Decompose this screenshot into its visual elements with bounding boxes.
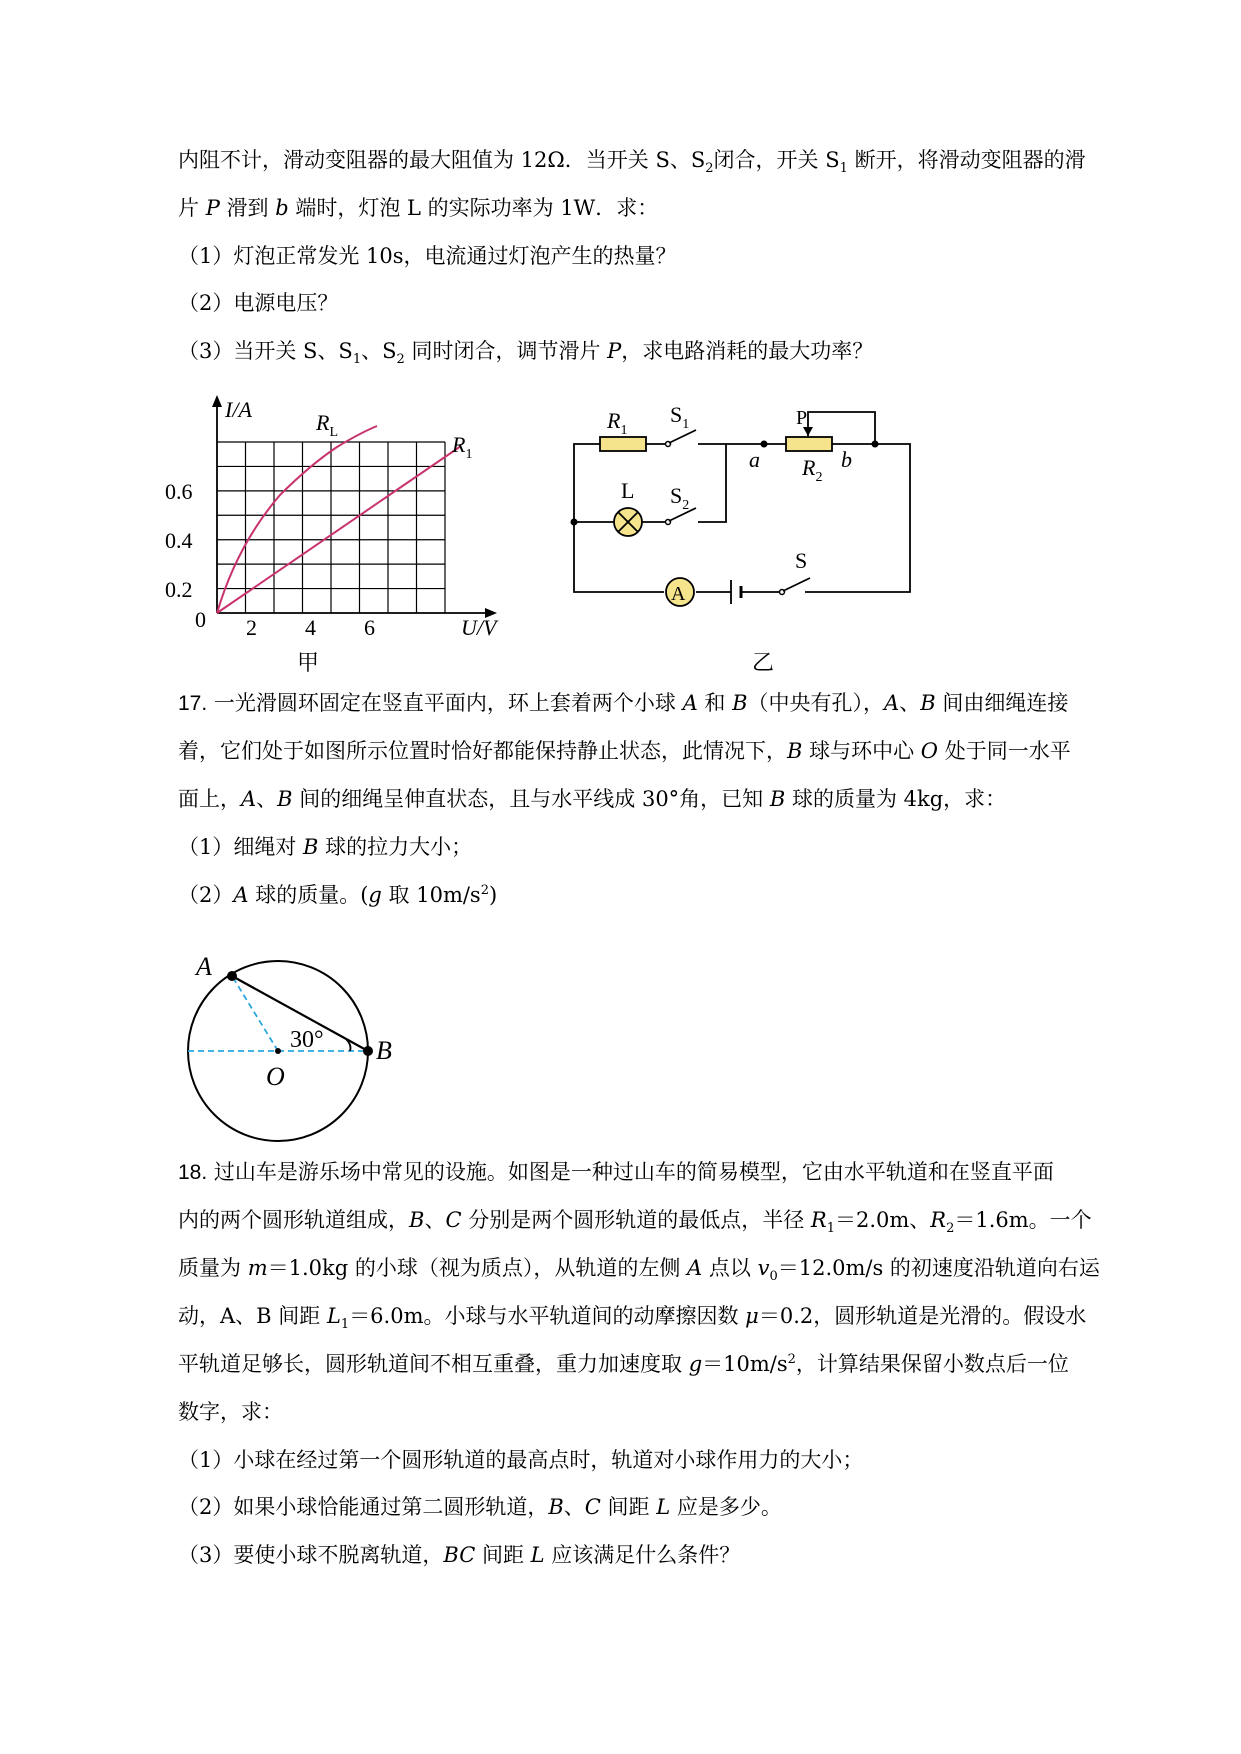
- q18-line-3-part-7: 0: [769, 1269, 778, 1285]
- q18-line-9-part-1: （3）要使小球不脱离轨道，: [178, 1543, 444, 1567]
- q17-line-4-part-3: 球的拉力大小；: [318, 835, 473, 859]
- x-axis-label: U/V: [461, 615, 497, 640]
- q17-line-5-part-7: ): [489, 883, 498, 907]
- q16-line-3-part-1: （1）灯泡正常发光 10s，电流通过灯泡产生的热量？: [178, 244, 677, 268]
- q18-line-2-part-1: 内的两个圆形轨道组成，: [178, 1208, 409, 1232]
- q18-line-7-part-1: （1）小球在经过第一个圆形轨道的最高点时，轨道对小球作用力的大小；: [178, 1448, 864, 1472]
- q18-line-5-part-1: 平轨道足够长，圆形轨道间不相互重叠，重力加速度取: [178, 1352, 689, 1376]
- q17-line-5-part-5: 取 10m/s: [381, 883, 481, 907]
- q16-line-1: [178, 145, 1086, 175]
- q17-line-4: [178, 832, 472, 862]
- q18-line-4-part-3: 1: [340, 1317, 350, 1333]
- r1-label: $R_1$: [452, 432, 473, 462]
- q17-line-3-part-1: 面上，: [178, 787, 241, 811]
- q17-line-3-part-6: B: [769, 787, 786, 811]
- q18-line-2-part-7: 1: [826, 1221, 835, 1237]
- q18-line-9-part-2: BC: [443, 1543, 476, 1567]
- q18-line-2-part-6: R: [810, 1208, 827, 1232]
- q18-line-8-part-4: C: [584, 1495, 601, 1519]
- q18-line-5: [178, 1349, 1069, 1379]
- q17-line-1-part-3: A: [682, 691, 698, 715]
- q16-line-1-part-5: 断开，将滑动变阻器的滑: [847, 148, 1086, 172]
- q17-line-2-part-4: O: [920, 739, 939, 763]
- q18-line-6-part-1: 数字，求：: [178, 1400, 283, 1424]
- q16-line-1-part-1: 内阻不计，滑动变阻器的最大阻值为 12Ω．当开关 S、S: [178, 148, 706, 172]
- s2-label: $S_2$: [670, 483, 690, 513]
- q18-line-3-part-3: ＝1.0kg 的小球（视为质点），从轨道的左侧: [267, 1256, 688, 1280]
- q16-line-1-part-4: 1: [839, 161, 848, 177]
- q18-line-4-part-2: L: [326, 1304, 341, 1328]
- figure-jia-caption: 甲: [297, 650, 320, 675]
- q16-line-5-part-3: 、S: [361, 339, 397, 363]
- q17-line-3-part-7: 球的质量为 4kg，求：: [785, 787, 1007, 811]
- q18-line-3: [178, 1253, 1100, 1283]
- q17-line-4-part-2: B: [303, 835, 319, 859]
- q16-line-5: [178, 336, 873, 366]
- q18-line-1-part-1: 18.: [178, 1161, 208, 1184]
- q17-line-1-part-8: 、: [899, 691, 921, 715]
- q17-line-2: [178, 736, 1071, 766]
- q16-line-5-part-7: ，求电路消耗的最大功率？: [621, 339, 874, 363]
- r2-rheostat-label: $R_2$: [802, 455, 823, 485]
- ammeter-label: A: [671, 583, 686, 605]
- q17-line-4-part-1: （1）细绳对: [178, 835, 304, 859]
- q17-line-1-part-7: A: [884, 691, 900, 715]
- q16-line-4: [178, 288, 338, 318]
- q18-line-2-part-9: R: [930, 1208, 947, 1232]
- q16-line-2: [178, 193, 658, 223]
- q16-line-2-part-1: 片: [178, 196, 206, 220]
- y-axis-label: I/A: [225, 397, 252, 422]
- q18-line-8: [178, 1492, 782, 1522]
- q18-line-2-part-3: 、: [424, 1208, 446, 1232]
- junction-dot-b: [872, 441, 879, 448]
- q18-line-2-part-10: 2: [946, 1221, 955, 1237]
- q16-line-1-part-2: 2: [705, 161, 714, 177]
- q17-line-1: [178, 688, 1068, 719]
- angle-label: 30°: [290, 1027, 324, 1053]
- q18-line-8-part-5: 间距: [600, 1495, 657, 1519]
- q16-line-2-part-3: 滑到: [219, 196, 276, 220]
- oa-dash-line: [232, 976, 278, 1051]
- q18-line-9-part-5: 应该满足什么条件？: [544, 1543, 741, 1567]
- q17-line-3-part-2: A: [241, 787, 257, 811]
- junction-dot-left: [571, 519, 578, 526]
- q18-line-8-part-1: （2）如果小球恰能通过第二圆形轨道，: [178, 1495, 549, 1519]
- q17-line-5-part-3: 球的质量。(: [248, 883, 369, 907]
- q16-line-5-part-4: 2: [396, 352, 405, 368]
- q16-line-2-part-2: P: [205, 196, 220, 220]
- q18-line-5-part-2: g: [688, 1352, 703, 1376]
- q18-line-5-part-5: ，计算结果保留小数点后一位: [795, 1352, 1069, 1376]
- q16-line-4-part-1: （2）电源电压？: [178, 291, 339, 315]
- q18-line-2-part-5: 分别是两个圆形轨道的最低点，半径: [461, 1208, 811, 1232]
- rl-label: $R_L$: [316, 410, 339, 440]
- q18-line-6: [178, 1397, 283, 1427]
- ball-a-label: A: [196, 955, 212, 981]
- wire-s2-junction: [698, 444, 726, 522]
- figure-yi-caption: 乙: [752, 650, 775, 675]
- origin-label: 0: [195, 607, 206, 632]
- iu-graph-figure: [165, 395, 520, 680]
- q17-line-1-part-6: （中央有孔），: [747, 691, 885, 715]
- q18-line-2-part-4: C: [445, 1208, 462, 1232]
- ball-b: [363, 1046, 373, 1056]
- q18-line-2: [178, 1205, 1092, 1235]
- r1-resistor-label: $R_1$: [607, 408, 628, 438]
- ball-b-label: B: [376, 1036, 392, 1065]
- lamp-label: L: [621, 478, 635, 503]
- y-tick-label: 0.6: [165, 479, 193, 504]
- ring-figure: [170, 955, 410, 1145]
- q18-line-8-part-2: B: [548, 1495, 564, 1519]
- q18-line-8-part-3: 、: [563, 1495, 585, 1519]
- wire-r2-right: [805, 444, 910, 592]
- q18-line-3-part-1: 质量为: [178, 1256, 248, 1280]
- r1-resistor: [600, 437, 646, 451]
- q16-line-5-part-2: 1: [352, 352, 362, 368]
- q17-line-1-part-9: B: [920, 691, 936, 715]
- q18-line-4-part-6: ＝0.2，圆形轨道是光滑的。假设水: [758, 1304, 1087, 1328]
- q17-line-1-part-10: 间由细绳连接: [935, 691, 1069, 715]
- y-tick-labels: [165, 479, 193, 602]
- q18-line-4: [178, 1301, 1086, 1331]
- q18-line-9-part-4: L: [530, 1543, 545, 1567]
- point-a-label: a: [749, 447, 760, 472]
- q18-line-3-part-2: m: [247, 1256, 268, 1280]
- q17-line-2-part-3: 球与环中心: [802, 739, 921, 763]
- q17-line-3-part-3: 、: [256, 787, 278, 811]
- q18-line-4-part-4: ＝6.0m。小球与水平轨道间的动摩擦因数: [349, 1304, 746, 1328]
- q18-line-9: [178, 1540, 740, 1570]
- q17-line-1-part-1: 17.: [178, 692, 208, 715]
- q18-line-1: [178, 1157, 1054, 1188]
- q18-line-5-part-4: 2: [787, 1352, 796, 1367]
- center-o-label: O: [266, 1062, 285, 1091]
- q17-line-3: [178, 784, 1006, 814]
- q18-line-3-part-6: v: [757, 1256, 770, 1280]
- q18-line-4-part-5: μ: [745, 1304, 759, 1328]
- q17-line-2-part-5: 处于同一水平: [938, 739, 1071, 763]
- q17-line-2-part-2: B: [787, 739, 803, 763]
- q18-line-1-part-2: 过山车是游乐场中常见的设施。如图是一种过山车的简易模型，它由水平轨道和在竖直平面: [207, 1160, 1054, 1184]
- q18-line-2-part-8: ＝2.0m、: [834, 1208, 931, 1232]
- graph-grid: [217, 442, 445, 613]
- q18-line-7: [178, 1445, 863, 1475]
- x-tick-label: 4: [305, 615, 316, 640]
- q16-line-2-part-4: b: [275, 196, 289, 220]
- q16-line-5-part-6: P: [607, 339, 622, 363]
- q17-line-1-part-2: 一光滑圆环固定在竖直平面内，环上套着两个小球: [207, 691, 683, 715]
- q17-line-5-part-2: A: [233, 883, 249, 907]
- q18-line-3-part-4: A: [687, 1256, 703, 1280]
- q18-line-8-part-6: L: [656, 1495, 671, 1519]
- q17-line-1-part-5: B: [732, 691, 748, 715]
- q17-line-3-part-4: B: [277, 787, 293, 811]
- circuit-figure: [560, 400, 920, 685]
- q16-line-5-part-1: （3）当开关 S、S: [178, 339, 353, 363]
- q18-line-3-part-5: 点以: [702, 1256, 758, 1280]
- x-tick-label: 6: [364, 615, 375, 640]
- x-tick-label: 2: [246, 615, 257, 640]
- q17-line-3-part-5: 间的细绳呈伸直状态，且与水平线成 30°角，已知: [292, 787, 770, 811]
- top-wire-left: [574, 444, 600, 500]
- q17-line-5-part-6: 2: [480, 883, 489, 898]
- q18-line-3-part-8: ＝12.0m/s 的初速度沿轨道向右运: [777, 1256, 1100, 1280]
- q17-line-5-part-4: g: [368, 883, 382, 907]
- q18-line-2-part-11: ＝1.6m。一个: [954, 1208, 1092, 1232]
- slider-p-label: P: [796, 407, 808, 429]
- y-tick-label: 0.2: [165, 577, 193, 602]
- q16-line-1-part-3: 闭合，开关 S: [713, 148, 840, 172]
- q16-line-3: [178, 241, 677, 271]
- s1-label: $S_1$: [670, 402, 690, 432]
- s-switch-blade: [783, 578, 810, 591]
- q18-line-2-part-2: B: [409, 1208, 425, 1232]
- y-axis-arrow: [212, 395, 222, 407]
- q18-line-5-part-3: ＝10m/s: [702, 1352, 788, 1376]
- q16-line-2-part-5: 端时，灯泡 L 的实际功率为 1W．求：: [288, 196, 659, 220]
- center-o: [275, 1048, 281, 1054]
- q18-line-4-part-1: 动，A、B 间距: [178, 1304, 327, 1328]
- q16-line-5-part-5: 同时闭合，调节滑片: [404, 339, 608, 363]
- x-tick-labels: [246, 615, 375, 640]
- y-tick-label: 0.4: [165, 528, 193, 553]
- point-b-label: b: [841, 447, 852, 472]
- s-label: S: [795, 548, 808, 573]
- q18-line-8-part-7: 应是多少。: [670, 1495, 782, 1519]
- q18-line-9-part-3: 间距: [475, 1543, 531, 1567]
- r2-rheostat: [786, 437, 832, 451]
- q17-line-5-part-1: （2）: [178, 883, 234, 907]
- q17-line-5: [178, 880, 497, 910]
- ball-a: [227, 971, 237, 981]
- junction-dot-a: [761, 441, 768, 448]
- q17-line-1-part-4: 和: [697, 691, 733, 715]
- q17-line-2-part-1: 着，它们处于如图所示位置时恰好都能保持静止状态，此情况下，: [178, 739, 787, 763]
